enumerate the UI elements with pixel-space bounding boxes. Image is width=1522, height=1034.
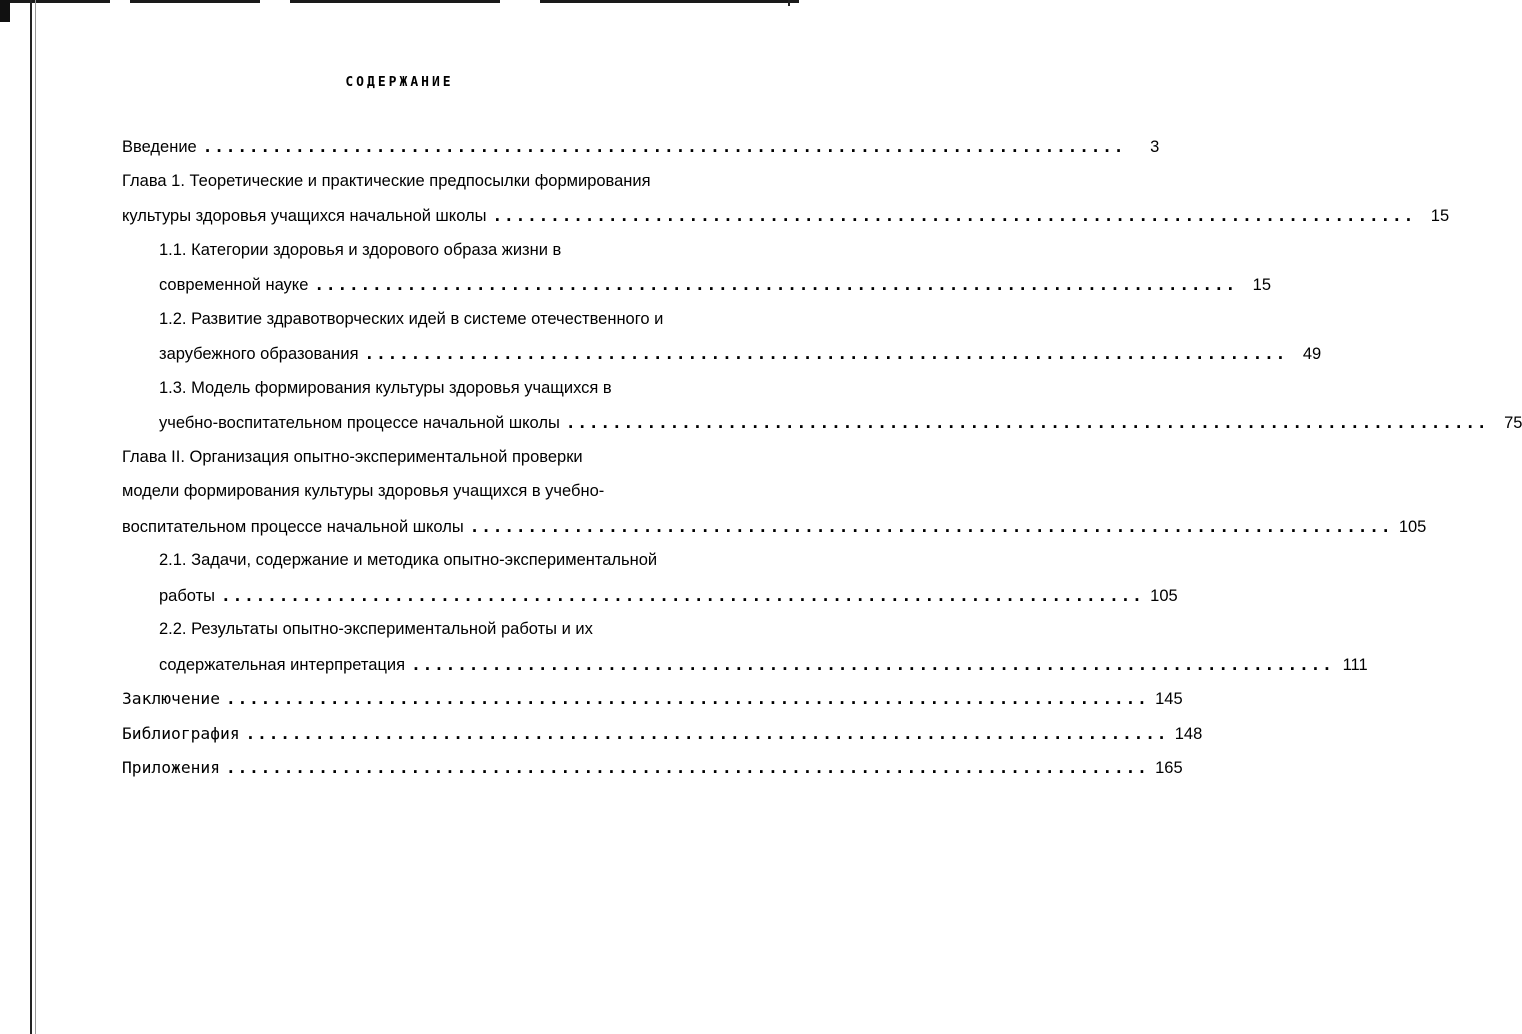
toc-entry-label: воспитательном процессе начальной школы [122,517,464,536]
toc-page-number: 165 [1155,759,1183,777]
toc-entry-label: Библиография [122,723,240,743]
toc-page-number: 75 [1504,414,1522,432]
toc-entry-label: Приложения [122,758,221,777]
toc-page-number: 3 [1150,138,1160,156]
toc-subentry [122,236,742,271]
toc-subentry [122,305,742,340]
toc-leader: ................................................................................ [469,516,1393,536]
toc-entry-label: Введение [122,138,197,156]
toc-entry-label: 2.1. Задачи, содержание и методика опытно-экспериментальной [159,551,658,569]
toc-leader: ................................................................................ [226,689,1149,708]
toc-entry [122,167,742,202]
toc-entry-label: Глава 1. Теоретические и практические предпосылки формирования [122,171,651,190]
toc-entry-continuation [122,408,1522,443]
toc-leader: ................................................................................ [221,585,1144,605]
toc-leader: ................................................................................ [202,137,1126,156]
table-of-contents [122,132,1522,788]
toc-entry [122,132,1160,167]
scan-gap [110,0,130,4]
toc-entry [122,753,1183,788]
toc-entry-label: учебно-воспитательном процессе начальной школы [159,414,560,432]
toc-page-number: 105 [1398,517,1427,536]
toc-entry-label: Глава II. Организация опытно-экспериментальной проверки [122,447,583,466]
toc-entry-label: современной науке [159,276,309,294]
toc-entry-label: зарубежного образования [159,345,359,363]
toc-entry-label: работы [159,586,216,605]
toc-subentry [122,615,742,650]
scan-border-left-inner [35,0,36,1034]
page-title: СОДЕРЖАНИЕ [345,75,454,90]
toc-entry-label: Заключение [122,689,221,708]
toc-leader: ................................................................................ [226,758,1149,777]
toc-page-number: 111 [1342,655,1368,674]
toc-entry [122,443,742,478]
toc-entry-label: 1.2. Развитие здравотворческих идей в системе отечественного и [159,309,664,328]
toc-page-number: 15 [1252,276,1272,294]
scan-gap [500,0,540,4]
toc-leader: ................................................................................ [245,723,1169,743]
toc-entry-label: культуры здоровья учащихся начальной школы [122,207,487,225]
scan-gap [260,0,290,4]
toc-leader: ................................................................................ [314,275,1238,294]
toc-entry [122,719,1203,754]
toc-entry-continuation [122,270,1272,305]
toc-page-number: 49 [1302,345,1322,363]
toc-entry-continuation [122,201,1450,236]
toc-page-number: 105 [1150,586,1178,605]
scan-mark-right [788,0,790,6]
toc-subentry [122,546,742,581]
toc-page-number: 145 [1155,690,1183,708]
toc-leader: ................................................................................ [492,206,1416,225]
toc-entry-continuation [122,512,1427,547]
toc-page-number: 15 [1430,207,1450,225]
toc-entry-continuation [122,339,1322,374]
toc-page-number: 148 [1174,724,1203,743]
toc-entry-label: 1.1. Категории здоровья и здорового образа жизни в [159,240,562,259]
toc-entry-label: 2.2. Результаты опытно-экспериментальной работы и их [159,620,593,638]
scan-mark [0,0,10,22]
toc-subentry [122,374,742,409]
toc-entry-continuation [122,477,742,512]
toc-entry-continuation [122,581,1178,616]
toc-leader: ................................................................................ [411,654,1334,674]
toc-leader: ................................................................................ [364,344,1288,363]
toc-entry-label: 1.3. Модель формирования культуры здоровья учащихся в [159,378,612,397]
toc-entry-label: модели формирования культуры здоровья учащихся в учебно- [122,482,605,500]
toc-entry [122,684,1183,719]
toc-entry-label: содержательная интерпретация [159,655,406,674]
scan-border-left [30,0,32,1034]
toc-entry-continuation [122,650,1368,685]
toc-leader: ................................................................................ [565,413,1489,432]
